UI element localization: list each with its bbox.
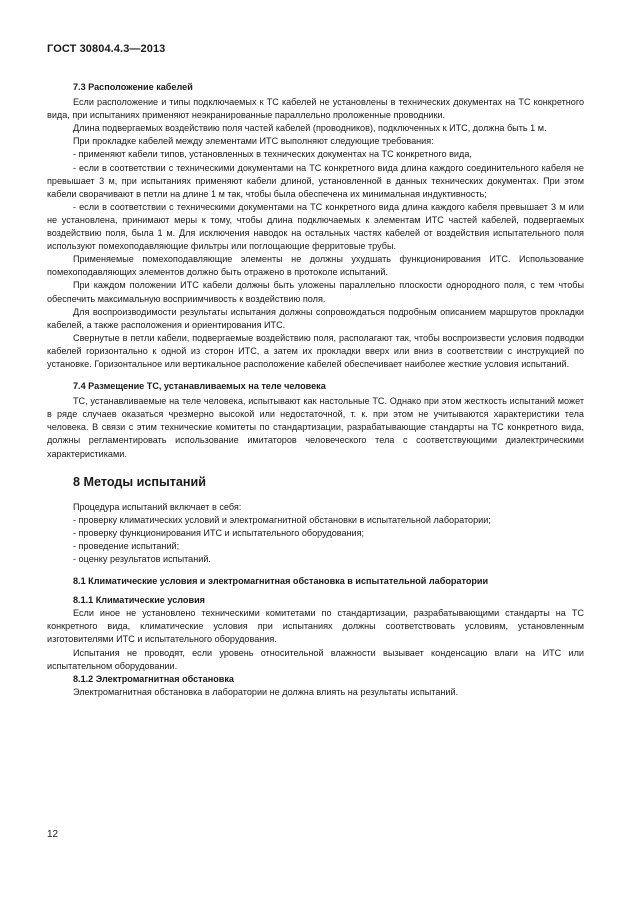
- list-item: - оценку результатов испытаний.: [73, 554, 211, 564]
- procedure-list: [47, 501, 584, 566]
- paragraph: При каждом положении ИТС кабели должны быть уложены параллельно плоскости однородного поля, с тем чтобы обеспечить максимальную восприимчивость к воздействию поля.: [47, 280, 584, 304]
- document-header: ГОСТ 30804.4.3—2013: [47, 43, 166, 55]
- paragraph: Свернутые в петли кабели, подвергаемые воздействию поля, располагают так, чтобы воспроизвести условия подводки кабелей горизонтально к одной из сторон ИТС, а затем их прокладки вверх или вниз в соответствии с инструкцией по установке. Горизонтальное или вертикальное расположение кабелей обеспечивает наиболее жесткие условия испытаний.: [47, 332, 584, 369]
- document-body: [47, 81, 584, 699]
- paragraph: Для воспроизводимости результаты испытания должны сопровождаться подробным описанием маршрутов прокладки кабелей, а также расположения и ориентирования ИТС.: [47, 306, 584, 330]
- heading-8-1-1: 8.1.1 Климатические условия: [73, 595, 205, 606]
- page-number: 12: [47, 829, 59, 840]
- list-item: - проверку функционирования ИТС и испытательного оборудования;: [73, 527, 365, 538]
- heading-8-1: 8.1 Климатические условия и электромагнитная обстановка в испытательной лаборатории: [73, 576, 489, 587]
- paragraph: Длина подвергаемых воздействию поля частей кабелей (проводников), подключенных к ИТС, должна быть 1 м.: [73, 123, 547, 134]
- list-item: - проведение испытаний;: [73, 540, 180, 551]
- paragraph: - применяют кабели типов, установленных в технических документах на ТС конкретного вида,: [73, 149, 472, 160]
- list-intro: Процедура испытаний включает в себя:: [73, 501, 242, 512]
- paragraph: Электромагнитная обстановка в лаборатории не должна влиять на результаты испытаний.: [73, 686, 459, 697]
- heading-7-4: 7.4 Размещение ТС, устанавливаемых на теле человека: [73, 381, 326, 392]
- paragraph: При прокладке кабелей между элементами ИТС выполняют следующие требования:: [73, 136, 434, 147]
- paragraph: - если в соответствии с техническими документами на ТС конкретного вида длина каждого кабеля превышает 3 м или не установлена, принимают меры к тому, чтобы длина подключаемых к элементам ИТС частей кабелей, подвергаемых воздействию поля, была 1 м. Для исключения наводок на остальных частях кабелей от воздействия испытательного поля используют помехоподавляющие фильтры или поглощающие ферритовые трубы.: [47, 201, 584, 252]
- heading-7-3: 7.3 Расположение кабелей: [73, 82, 193, 92]
- list-item: - проверку климатических условий и электромагнитной обстановки в испытательной лаборатории;: [73, 514, 491, 525]
- paragraph: Испытания не проводят, если уровень относительной влажности вызывает конденсацию влаги на ИТС или испытательном оборудовании.: [47, 647, 584, 671]
- paragraph: - если в соответствии с техническими документами на ТС конкретного вида длина каждого соединительного кабеля не превышает 3 м, при испытаниях применяют кабели длиной, установленной в данных технических документах. При этом кабели сворачивают в петли на длине 1 м так, чтобы была обеспечена их минимальная индуктивность;: [47, 162, 584, 199]
- heading-8: 8 Методы испытаний: [73, 474, 206, 489]
- paragraph: Если иное не установлено техническими комитетами по стандартизации, разрабатывающими стандарты на ТС конкретного вида, климатические условия при испытаниях должны соответствовать условиям, установленным изготовителями ИТС и испытательного оборудования.: [47, 608, 584, 645]
- paragraph: Применяемые помехоподавляющие элементы не должны ухудшать функционирования ИТС. Использование помехоподавляющих элементов должно быть отражено в протоколе испытаний.: [47, 254, 584, 278]
- paragraph: Если расположение и типы подключаемых к ТС кабелей не установлены в технических документах на ТС конкретного вида, при испытаниях применяют неэкранированные параллельно проложенные проводники.: [47, 97, 584, 121]
- paragraph: ТС, устанавливаемые на теле человека, испытывают как настольные ТС. Однако при этом жесткость испытаний может в ряде случаев оказаться чрезмерно высокой или недостаточной, т. к. при этом не учитываются характеристики тела человека. В связи с этим технические комитеты по стандартизации, разрабатывающие стандарты на ТС конкретного вида, должны регламентировать использование имитаторов человеческого тела с соответствующими диэлектрическими характеристиками.: [47, 396, 584, 459]
- heading-8-1-2: 8.1.2 Электромагнитная обстановка: [73, 673, 234, 684]
